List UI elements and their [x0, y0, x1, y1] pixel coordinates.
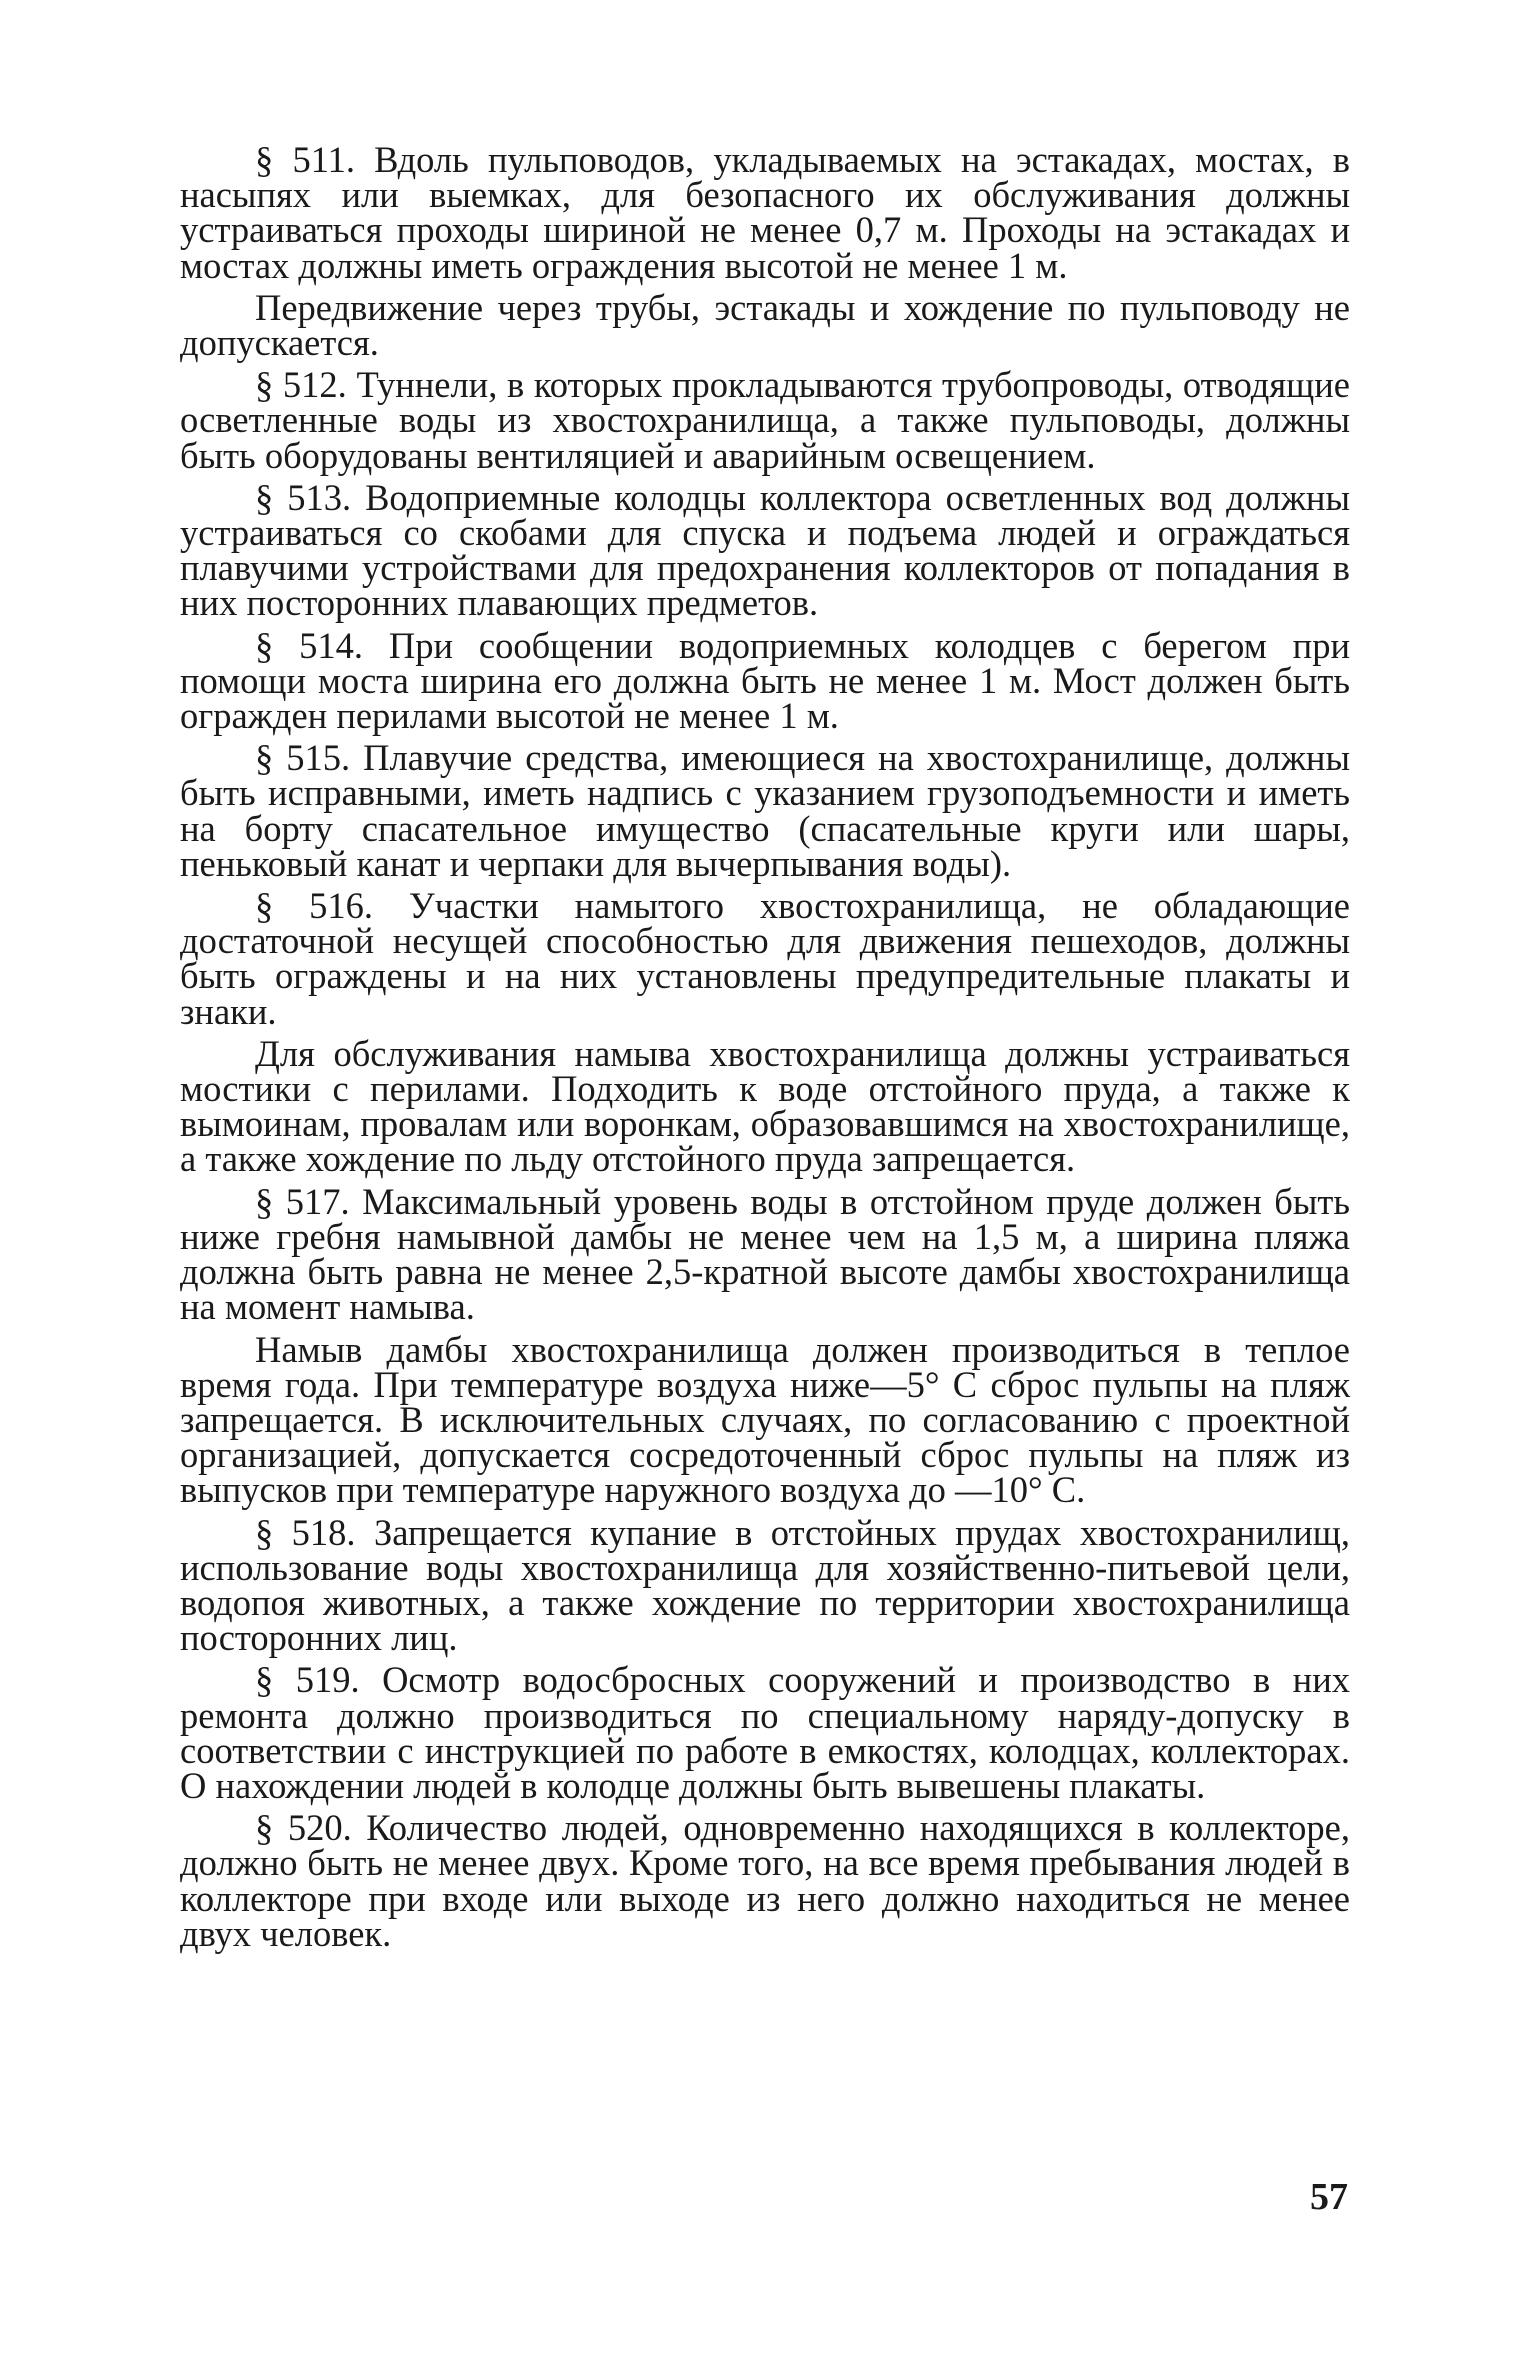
- paragraph-512: § 512. Туннели, в которых прокладываются трубопроводы, отводящие осветленные воды из хвостохранилища, а также пульповоды, должны быть оборудованы вентиляцией и аварийным освещением.: [180, 364, 1350, 476]
- paragraph-519: § 519. Осмотр водосбросных сооружений и производство в них ремонта должно производиться по специальному наряду-допуску в соответствии с инструкцией по работе в емкостях, колодцах, коллекторах. О нахождении людей в колодце должны быть вывешены плакаты.: [180, 1659, 1350, 1806]
- page-body: [180, 139, 1350, 1958]
- paragraph-517-cont: Намыв дамбы хвостохранилища должен производиться в теплое время года. При температуре воздуха ниже—5° С сброс пульпы на пляж запрещается. В исключительных случаях, по согласованию с проектной организацией, допускается сосредоточенный сброс пульпы на пляж из выпусков при температуре наружного воздуха до —10° С.: [180, 1328, 1350, 1511]
- paragraph-516-cont: Для обслуживания намыва хвостохранилища должны устраиваться мостики с перилами. Подходить к воде отстойного пруда, а также к вымоинам, провалам или воронкам, образовавшимся на хвостохранилище, а также хождение по льду отстойного пруда запрещается.: [180, 1032, 1350, 1180]
- paragraph-511-cont: Передвижение через трубы, эстакады и хождение по пульповоду не допускается.: [180, 286, 1350, 364]
- paragraph-516: § 516. Участки намытого хвостохранилища, не обладающие достаточной несущей способностью для движения пешеходов, должны быть ограждены и на них установлены предупредительные плакаты и знаки.: [180, 885, 1350, 1032]
- paragraph-520: § 520. Количество людей, одновременно находящихся в коллекторе, должно быть не менее двух. Кроме того, на все время пребывания людей в коллекторе при входе или выходе из него должно находиться не менее двух человек.: [180, 1807, 1350, 1954]
- page-number: 57: [1310, 2176, 1348, 2218]
- paragraph-515: § 515. Плавучие средства, имеющиеся на хвостохранилище, должны быть исправными, иметь надпись с указанием грузоподъемности и иметь на борту спасательное имущество (спасательные круги или шары, пеньковый канат и черпаки для вычерпывания воды).: [180, 737, 1350, 884]
- paragraph-513: § 513. Водоприемные колодцы коллектора осветленных вод должны устраиваться со скобами для спуска и подъема людей и ограждаться плавучими устройствами для предохранения коллекторов от попадания в них посторонних плавающих предметов.: [180, 476, 1350, 624]
- paragraph-514: § 514. При сообщении водоприемных колодцев с берегом при помощи моста ширина его должна быть не менее 1 м. Мост должен быть огражден перилами высотой не менее 1 м.: [180, 624, 1350, 737]
- paragraph-518: § 518. Запрещается купание в отстойных прудах хвостохранилищ, использование воды хвостохранилища для хозяйственно-питьевой цели, водопоя животных, а также хождение по территории хвостохранилища посторонних лиц.: [180, 1511, 1350, 1659]
- paragraph-511: § 511. Вдоль пульповодов, укладываемых на эстакадах, мостах, в насыпях или выемках, для безопасного их обслуживания должны устраиваться проходы шириной не менее 0,7 м. Проходы на эстакадах и мостах должны иметь ограждения высотой не менее 1 м.: [180, 139, 1350, 286]
- paragraph-517: § 517. Максимальный уровень воды в отстойном пруде должен быть ниже гребня намывной дамбы не менее чем на 1,5 м, а ширина пляжа должна быть равна не менее 2,5-кратной высоте дамбы хвостохранилища на момент намыва.: [180, 1180, 1350, 1328]
